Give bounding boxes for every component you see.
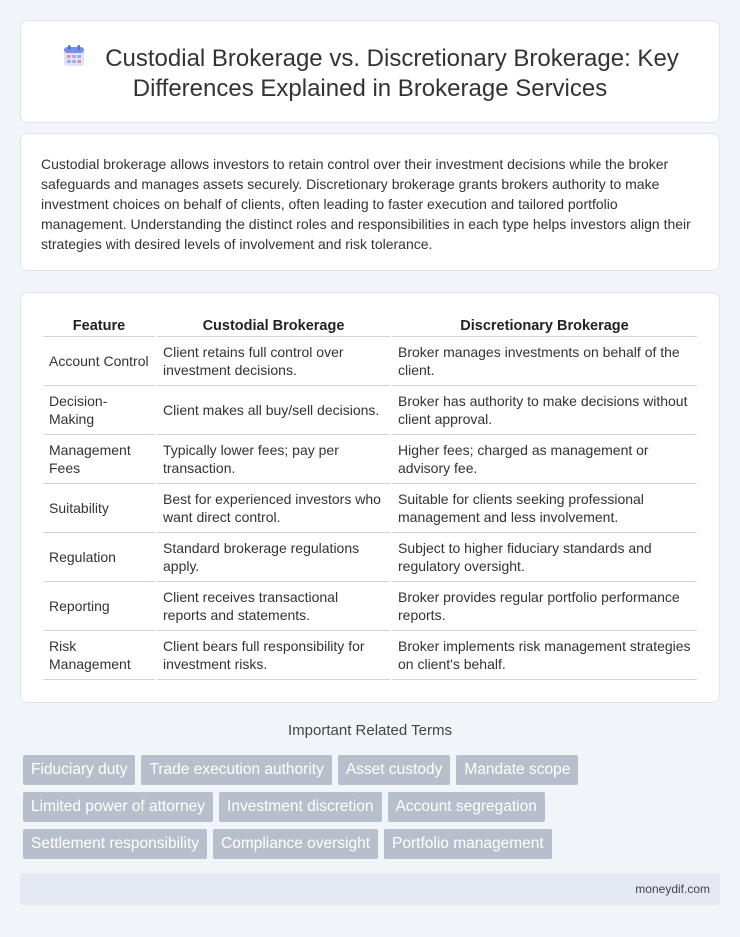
custodial-cell: Typically lower fees; pay per transaction. (157, 435, 390, 484)
feature-cell: Management Fees (43, 435, 155, 484)
custodial-cell: Client makes all buy/sell decisions. (157, 386, 390, 435)
custodial-cell: Standard brokerage regulations apply. (157, 533, 390, 582)
discretionary-cell: Broker implements risk management strategies on client's behalf. (392, 631, 697, 680)
discretionary-cell: Broker has authority to make decisions without client approval. (392, 386, 697, 435)
table-row (43, 631, 697, 680)
footer-site-link[interactable]: moneydif.com (635, 882, 710, 896)
intro-card (20, 133, 720, 271)
feature-cell: Suitability (43, 484, 155, 533)
page-title (61, 45, 679, 102)
comparison-card (20, 292, 720, 703)
feature-cell: Decision-Making (43, 386, 155, 435)
column-header-custodial: Custodial Brokerage (157, 315, 390, 337)
term-tag[interactable]: Limited power of attorney (23, 792, 213, 822)
table-row (43, 582, 697, 631)
term-tag[interactable]: Compliance oversight (213, 829, 378, 859)
custodial-cell: Best for experienced investors who want direct control. (157, 484, 390, 533)
column-header-discretionary: Discretionary Brokerage (392, 315, 697, 337)
term-tag[interactable]: Trade execution authority (141, 755, 331, 785)
table-row (43, 533, 697, 582)
comparison-table (41, 315, 699, 680)
table-row (43, 386, 697, 435)
column-header-feature: Feature (43, 315, 155, 337)
term-tag[interactable]: Investment discretion (219, 792, 381, 822)
term-tag[interactable]: Account segregation (388, 792, 545, 822)
term-tag[interactable]: Mandate scope (456, 755, 578, 785)
custodial-cell: Client retains full control over investment decisions. (157, 337, 390, 386)
table-row (43, 435, 697, 484)
title-label: Custodial Brokerage vs. Discretionary Brokerage: Key Differences Explained in Brokerage Services (105, 45, 679, 102)
intro-paragraph: Custodial brokerage allows investors to retain control over their investment decisions while the broker safeguards and manages assets securely. Discretionary brokerage grants brokers authority to make investment choices on behalf of clients, often leading to faster execution and tailored portfolio management. Understanding the distinct roles and responsibilities in each type helps investors align their strategies with desired levels of involvement and risk tolerance. (41, 156, 691, 252)
table-header-row (43, 315, 697, 337)
term-tag[interactable]: Fiduciary duty (23, 755, 135, 785)
related-terms-heading: Important Related Terms (288, 722, 452, 739)
discretionary-cell: Suitable for clients seeking professional management and less involvement. (392, 484, 697, 533)
feature-cell: Reporting (43, 582, 155, 631)
table-row (43, 337, 697, 386)
discretionary-cell: Subject to higher fiduciary standards and regulatory oversight. (392, 533, 697, 582)
discretionary-cell: Broker manages investments on behalf of the client. (392, 337, 697, 386)
discretionary-cell: Broker provides regular portfolio performance reports. (392, 582, 697, 631)
footer-bar (20, 873, 720, 905)
custodial-cell: Client bears full responsibility for investment risks. (157, 631, 390, 680)
calendar-icon (61, 43, 87, 69)
table-row (43, 484, 697, 533)
discretionary-cell: Higher fees; charged as management or advisory fee. (392, 435, 697, 484)
custodial-cell: Client receives transactional reports and statements. (157, 582, 390, 631)
feature-cell: Account Control (43, 337, 155, 386)
feature-cell: Regulation (43, 533, 155, 582)
feature-cell: Risk Management (43, 631, 155, 680)
term-tag[interactable]: Settlement responsibility (23, 829, 207, 859)
title-wrap (51, 43, 689, 104)
related-terms-list (23, 755, 713, 859)
title-card (20, 20, 720, 123)
term-tag[interactable]: Portfolio management (384, 829, 552, 859)
term-tag[interactable]: Asset custody (338, 755, 451, 785)
